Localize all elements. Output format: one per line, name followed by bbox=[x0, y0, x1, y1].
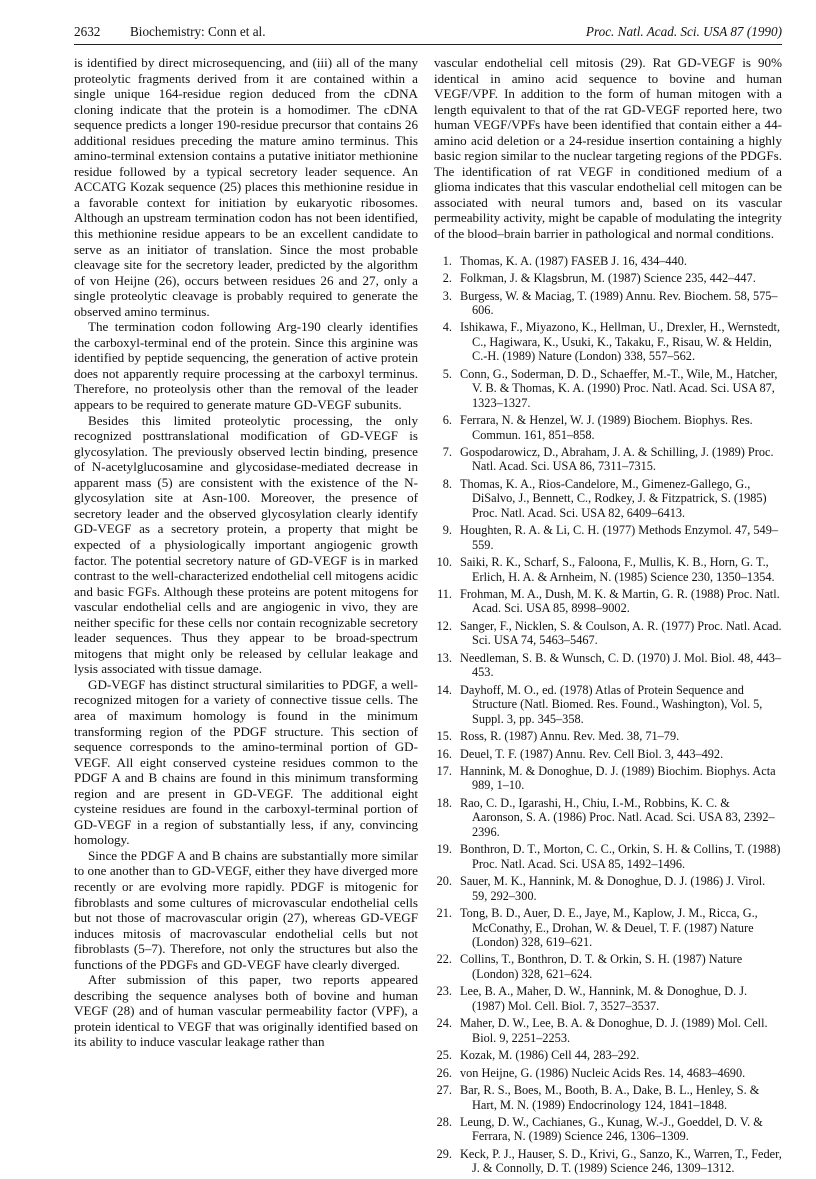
reference-number: 20. bbox=[436, 874, 452, 889]
reference-text: Maher, D. W., Lee, B. A. & Donoghue, D. J. (1989) Mol. Cell. Biol. 9, 2251–2253. bbox=[460, 1016, 768, 1045]
reference-item bbox=[434, 1147, 782, 1176]
reference-item bbox=[434, 271, 782, 285]
reference-item bbox=[434, 796, 782, 839]
reference-item bbox=[434, 984, 782, 1013]
reference-text: Hannink, M. & Donoghue, D. J. (1989) Biochim. Biophys. Acta 989, 1–10. bbox=[460, 764, 776, 793]
reference-number: 25. bbox=[436, 1048, 452, 1063]
reference-item bbox=[434, 523, 782, 552]
reference-number: 29. bbox=[436, 1146, 452, 1161]
page-number: 2632 bbox=[74, 24, 101, 39]
reference-item bbox=[434, 1083, 782, 1112]
reference-text: Thomas, K. A. (1987) FASEB J. 16, 434–440. bbox=[460, 253, 687, 268]
reference-number: 3. bbox=[442, 288, 452, 303]
reference-text: Frohman, M. A., Dush, M. K. & Martin, G. R. (1988) Proc. Natl. Acad. Sci. USA 85, 8998–9002. bbox=[460, 587, 780, 616]
reference-text: Keck, P. J., Hauser, S. D., Krivi, G., Sanzo, K., Warren, T., Feder, J. & Connolly, D. T. (1989) Science 246, 1309–1312. bbox=[460, 1146, 782, 1176]
reference-text: Ross, R. (1987) Annu. Rev. Med. 38, 71–79. bbox=[460, 729, 680, 744]
reference-item bbox=[434, 445, 782, 474]
reference-number: 14. bbox=[436, 682, 452, 697]
reference-text: Lee, B. A., Maher, D. W., Hannink, M. & Donoghue, D. J. (1987) Mol. Cell. Biol. 7, 3527–3537. bbox=[460, 984, 748, 1013]
reference-list bbox=[434, 254, 782, 1176]
reference-text: von Heijne, G. (1986) Nucleic Acids Res. 14, 4683–4690. bbox=[460, 1065, 746, 1080]
reference-text: Collins, T., Bonthron, D. T. & Orkin, S. H. (1987) Nature (London) 328, 621–624. bbox=[460, 952, 743, 981]
reference-text: Needleman, S. B. & Wunsch, C. D. (1970) J. Mol. Biol. 48, 443–453. bbox=[460, 650, 782, 680]
body-paragraph: Besides this limited proteolytic processing, the only recognized posttranslational modification of GD-VEGF is glycosylation. The previously observed lectin binding, presence of N-acetylglucosamine and glycosidase-mediated decrease in apparent mass (5) are consistent with the existence of the N-glycosylation site at Asn-100. Moreover, the presence of secretory leader and the observed glycosylation clearly identify GD-VEGF as a secretory protein, a property that might be expected of a physiologically important angiogenic growth factor. The potential secretory nature of GD-VEGF is in marked contrast to the well-characterized endothelial cell mitogens acidic and basic FGFs. Although these proteins are potent mitogens for vascular endothelial cells and are angiogenic in vivo, they are neither specific for these cells nor contain recognizable secretory leader sequences. Thus they appear to be broad-spectrum mitogens that might only be released by cellular leakage and lysis associated with tissue damage. bbox=[74, 412, 418, 677]
reference-number: 5. bbox=[442, 366, 452, 381]
reference-item bbox=[434, 367, 782, 410]
reference-text: Dayhoff, M. O., ed. (1978) Atlas of Protein Sequence and Structure (Natl. Biomed. Res. Found., Washington), Vol. 5, Suppl. 3, pp. 345–358. bbox=[460, 682, 763, 726]
reference-text: Sauer, M. K., Hannink, M. & Donoghue, D. J. (1986) J. Virol. 59, 292–300. bbox=[460, 874, 766, 903]
reference-text: Folkman, J. & Klagsbrun, M. (1987) Science 235, 442–447. bbox=[460, 271, 756, 286]
reference-item bbox=[434, 874, 782, 903]
reference-text: Gospodarowicz, D., Abraham, J. A. & Schilling, J. (1989) Proc. Natl. Acad. Sci. USA 86, 7311–7315. bbox=[460, 445, 774, 474]
reference-number: 13. bbox=[436, 650, 452, 665]
reference-text: Bar, R. S., Boes, M., Booth, B. A., Dake, B. L., Henley, S. & Hart, M. N. (1989) Endocrinology 124, 1841–1848. bbox=[460, 1083, 760, 1112]
reference-text: Leung, D. W., Cachianes, G., Kunag, W.-J., Goeddel, D. V. & Ferrara, N. (1989) Science 246, 1306–1309. bbox=[460, 1115, 763, 1144]
body-paragraph: The termination codon following Arg-190 clearly identifies the carboxyl-terminal end of the protein. Since this arginine was identified by peptide sequencing, the generation of active protein does not apparently require processing at the carboxyl terminus. Therefore, no proteolysis other than the removal of the leader appears to be required to generate mature GD-VEGF subunits. bbox=[74, 319, 418, 413]
reference-number: 24. bbox=[436, 1016, 452, 1031]
body-paragraph: is identified by direct microsequencing, and (iii) all of the many proteolytic fragments derived from it are contained within a single unique 164-residue region deduced from the cDNA cloning indicate that the protein is a homodimer. The cDNA sequence predicts a longer 190-residue precursor that contains 26 additional residues preceding the mature amino terminus. This amino-terminal extension contains a putative initiator methionine residue followed by a typical secretory leader sequence. An ACCATG Kozak sequence (25) places this methionine residue in a favorable context for initiation by eukaryotic ribosomes. Although an upstream termination codon has not been identified, this methionine residue appears to be an excellent candidate to serve as an initiator of translation. Since the most probable cleavage site for the secretory leader, predicted by the algorithm of von Heijne (26), occurs between residues 26 and 27, only a single proteolytic cleavage is probably required to generate the observed amino terminus. bbox=[74, 55, 418, 319]
reference-number: 22. bbox=[436, 952, 452, 967]
reference-number: 26. bbox=[436, 1065, 452, 1080]
reference-item bbox=[434, 842, 782, 871]
reference-item bbox=[434, 477, 782, 520]
reference-number: 28. bbox=[436, 1115, 452, 1130]
reference-text: Saiki, R. K., Scharf, S., Faloona, F., Mullis, K. B., Horn, G. T., Erlich, H. A. & Arnheim, N. (1985) Science 230, 1350–1354. bbox=[460, 555, 775, 584]
header-rule bbox=[74, 44, 782, 45]
reference-item bbox=[434, 254, 782, 268]
reference-item bbox=[434, 952, 782, 981]
reference-item bbox=[434, 764, 782, 793]
reference-item bbox=[434, 1115, 782, 1144]
running-title: Biochemistry: Conn et al. bbox=[130, 24, 266, 39]
reference-number: 9. bbox=[442, 523, 452, 538]
running-header bbox=[74, 22, 782, 42]
body-paragraph: vascular endothelial cell mitosis (29). Rat GD-VEGF is 90% identical in amino acid sequence to bovine and human VEGF/VPF. In addition to the form of human mitogen with a length equivalent to that of the rat GD-VEGF reported here, two human VEGF/VPFs have been identified that contain either a 44-amino acid deletion or a 24-residue insertion containing a highly basic region similar to the nuclear targeting regions of the PDGFs. The identification of rat VEGF in conditioned medium of a glioma indicates that this vascular endothelial cell mitogen can be associated with neural tumors and, based on its vascular permeability activity, might be capable of modulating the integrity of the blood–brain barrier in pathological and normal conditions. bbox=[434, 55, 782, 242]
reference-number: 17. bbox=[436, 764, 452, 779]
reference-item bbox=[434, 729, 782, 743]
reference-number: 19. bbox=[436, 842, 452, 857]
reference-item bbox=[434, 413, 782, 442]
body-paragraph: Since the PDGF A and B chains are substantially more similar to one another than to GD-VEGF, either they have diverged more recently or are evolving more rapidly. PDGF is mitogenic for fibroblasts and some cultures of microvascular endothelial cells but not those of macrovascular origin (27), whereas GD-VEGF induces mitosis of macrovascular endothelial cells but not fibroblasts (5–7). Therefore, not only the structures but also the functions of the PDGFs and GD-VEGF have clearly diverged. bbox=[74, 847, 418, 972]
reference-text: Rao, C. D., Igarashi, H., Chiu, I.-M., Robbins, K. C. & Aaronson, S. A. (1986) Proc. Natl. Acad. Sci. USA 83, 2392–2396. bbox=[460, 795, 775, 839]
reference-number: 16. bbox=[436, 746, 452, 761]
reference-number: 1. bbox=[442, 253, 452, 268]
reference-text: Kozak, M. (1986) Cell 44, 283–292. bbox=[460, 1048, 640, 1063]
journal-citation: Proc. Natl. Acad. Sci. USA 87 (1990) bbox=[585, 24, 782, 39]
reference-item bbox=[434, 1048, 782, 1062]
reference-text: Sanger, F., Nicklen, S. & Coulson, A. R. (1977) Proc. Natl. Acad. Sci. USA 74, 5463–5467. bbox=[460, 618, 782, 648]
reference-text: Tong, B. D., Auer, D. E., Jaye, M., Kaplow, J. M., Ricca, G., McConathy, E., Drohan, W. & Deuel, T. F. (1987) Nature (London) 328, 619–621. bbox=[460, 906, 758, 949]
reference-number: 18. bbox=[436, 795, 452, 810]
reference-item bbox=[434, 747, 782, 761]
reference-item bbox=[434, 587, 782, 616]
reference-item bbox=[434, 651, 782, 680]
reference-text: Ferrara, N. & Henzel, W. J. (1989) Biochem. Biophys. Res. Commun. 161, 851–858. bbox=[460, 413, 753, 442]
reference-number: 12. bbox=[436, 618, 452, 633]
reference-number: 15. bbox=[436, 729, 452, 744]
reference-number: 11. bbox=[437, 587, 452, 602]
reference-text: Thomas, K. A., Rios-Candelore, M., Gimenez-Gallego, G., DiSalvo, J., Bennett, C., Rodkey, J. & Fitzpatrick, S. (1985) Proc. Natl. Acad. Sci. USA 82, 6409–6413. bbox=[460, 476, 767, 520]
reference-item bbox=[434, 1016, 782, 1045]
reference-number: 4. bbox=[442, 320, 452, 335]
reference-item bbox=[434, 906, 782, 949]
right-column bbox=[434, 55, 782, 1179]
left-column bbox=[74, 55, 418, 1050]
reference-text: Bonthron, D. T., Morton, C. C., Orkin, S. H. & Collins, T. (1988) Proc. Natl. Acad. Sci. USA 85, 1492–1496. bbox=[460, 842, 781, 871]
body-paragraph: After submission of this paper, two reports appeared describing the sequence analyses both of bovine and human VEGF (28) and of human vascular permeability factor (VPF), a protein identical to VEGF that was originally identified based on its ability to induce vascular leakage rather than bbox=[74, 972, 418, 1050]
reference-text: Ishikawa, F., Miyazono, K., Hellman, U., Drexler, H., Wernstedt, C., Hagiwara, K., Usuki, K., Takaku, F., Risau, W. & Heldin, C.-H. (1989) Nature (London) 338, 557–562. bbox=[460, 320, 781, 364]
reference-number: 23. bbox=[436, 984, 452, 999]
reference-text: Deuel, T. F. (1987) Annu. Rev. Cell Biol. 3, 443–492. bbox=[460, 746, 724, 761]
reference-number: 6. bbox=[442, 413, 452, 428]
reference-item bbox=[434, 320, 782, 363]
reference-text: Burgess, W. & Maciag, T. (1989) Annu. Rev. Biochem. 58, 575–606. bbox=[460, 288, 778, 317]
body-paragraph: GD-VEGF has distinct structural similarities to PDGF, a well-recognized mitogen for a variety of connective tissue cells. The area of maximum homology is found in the minimum transforming region of the PDGF structure. This section of sequence corresponds to the amino-terminal portion of GD-VEGF. All eight conserved cysteine residues common to the PDGF A and B chains are found in this minimum transforming region and are present in GD-VEGF. The additional eight cysteine residues are found in the carboxyl-terminal portion of GD-VEGF in a region of substantially less, if any, convincing homology. bbox=[74, 676, 418, 848]
reference-number: 8. bbox=[442, 476, 452, 491]
reference-number: 7. bbox=[442, 445, 452, 459]
reference-item bbox=[434, 289, 782, 318]
reference-text: Conn, G., Soderman, D. D., Schaeffer, M.-T., Wile, M., Hatcher, V. B. & Thomas, K. A. (1990) Proc. Natl. Acad. Sci. USA 87, 1323–1327. bbox=[460, 366, 778, 410]
reference-item bbox=[434, 555, 782, 584]
reference-number: 21. bbox=[436, 906, 452, 921]
reference-number: 27. bbox=[436, 1083, 452, 1098]
reference-text: Houghten, R. A. & Li, C. H. (1977) Methods Enzymol. 47, 549–559. bbox=[460, 523, 778, 552]
reference-item bbox=[434, 619, 782, 648]
reference-item bbox=[434, 683, 782, 726]
reference-number: 2. bbox=[442, 271, 452, 286]
reference-number: 10. bbox=[436, 555, 452, 570]
